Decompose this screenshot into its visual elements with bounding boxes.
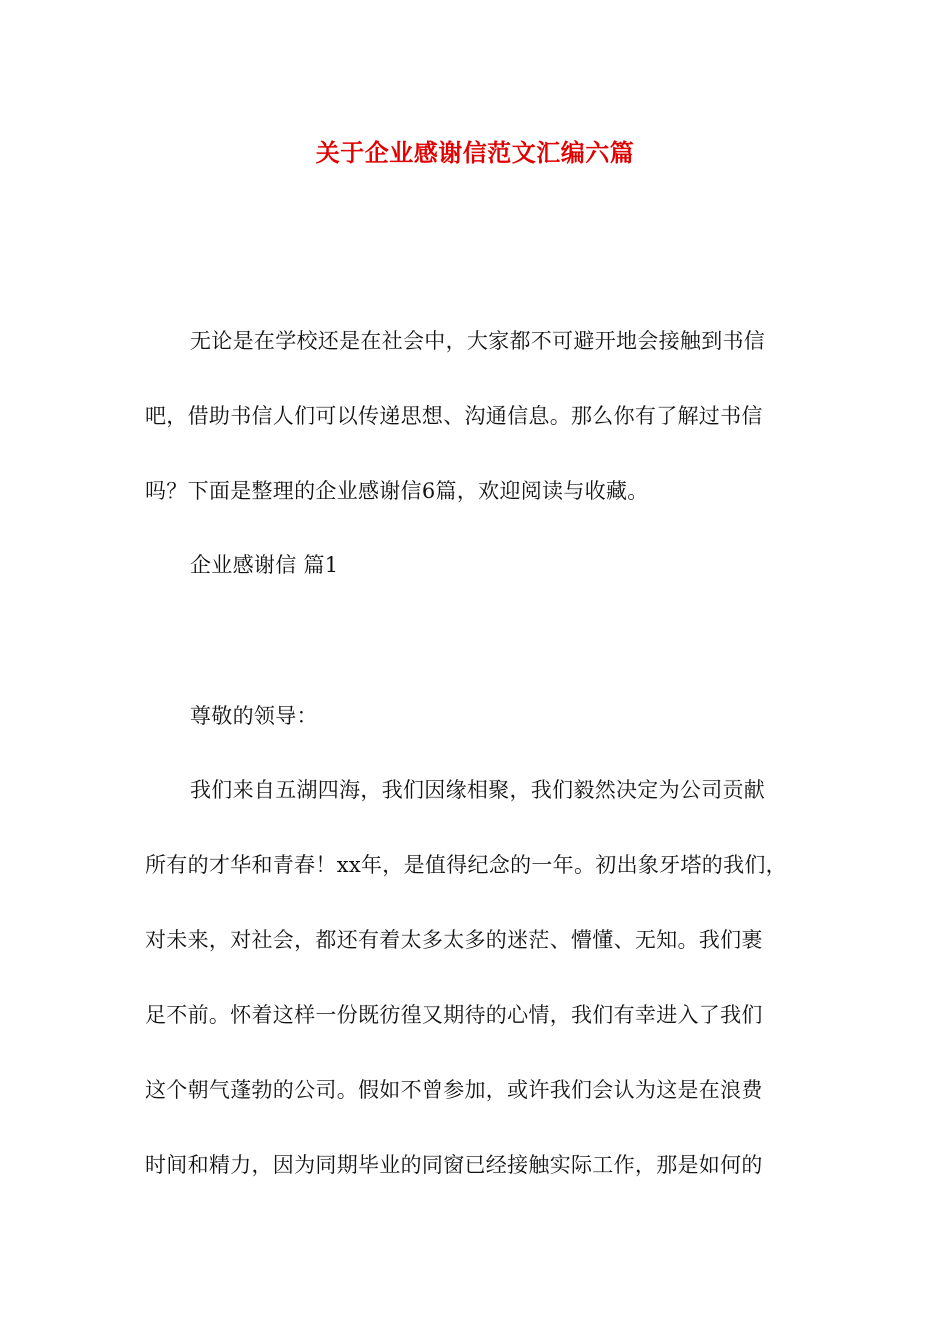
document-title: 关于企业感谢信范文汇编六篇 <box>315 138 635 167</box>
body-line-6: 时间和精力，因为同期毕业的同窗已经接触实际工作，那是如何的 <box>145 1153 763 1177</box>
intro-line-3: 吗？下面是整理的企业感谢信6篇，欢迎阅读与收藏。 <box>145 479 649 503</box>
intro-line-2: 吧，借助书信人们可以传递思想、沟通信息。那么你有了解过书信 <box>145 404 763 428</box>
body-line-1: 我们来自五湖四海，我们因缘相聚，我们毅然决定为公司贡献 <box>190 778 766 802</box>
intro-line-1: 无论是在学校还是在社会中，大家都不可避开地会接触到书信 <box>190 329 766 353</box>
body-line-3: 对未来，对社会，都还有着太多太多的迷茫、懵懂、无知。我们裹 <box>145 928 763 952</box>
section-heading: 企业感谢信 篇1 <box>190 553 339 577</box>
body-line-5: 这个朝气蓬勃的公司。假如不曾参加，或许我们会认为这是在浪费 <box>145 1078 763 1102</box>
body-line-2: 所有的才华和青春！xx年，是值得纪念的一年。初出象牙塔的我们， <box>145 853 787 877</box>
salutation: 尊敬的领导： <box>190 704 318 728</box>
body-line-4: 足不前。怀着这样一份既彷徨又期待的心情，我们有幸进入了我们 <box>145 1003 763 1027</box>
